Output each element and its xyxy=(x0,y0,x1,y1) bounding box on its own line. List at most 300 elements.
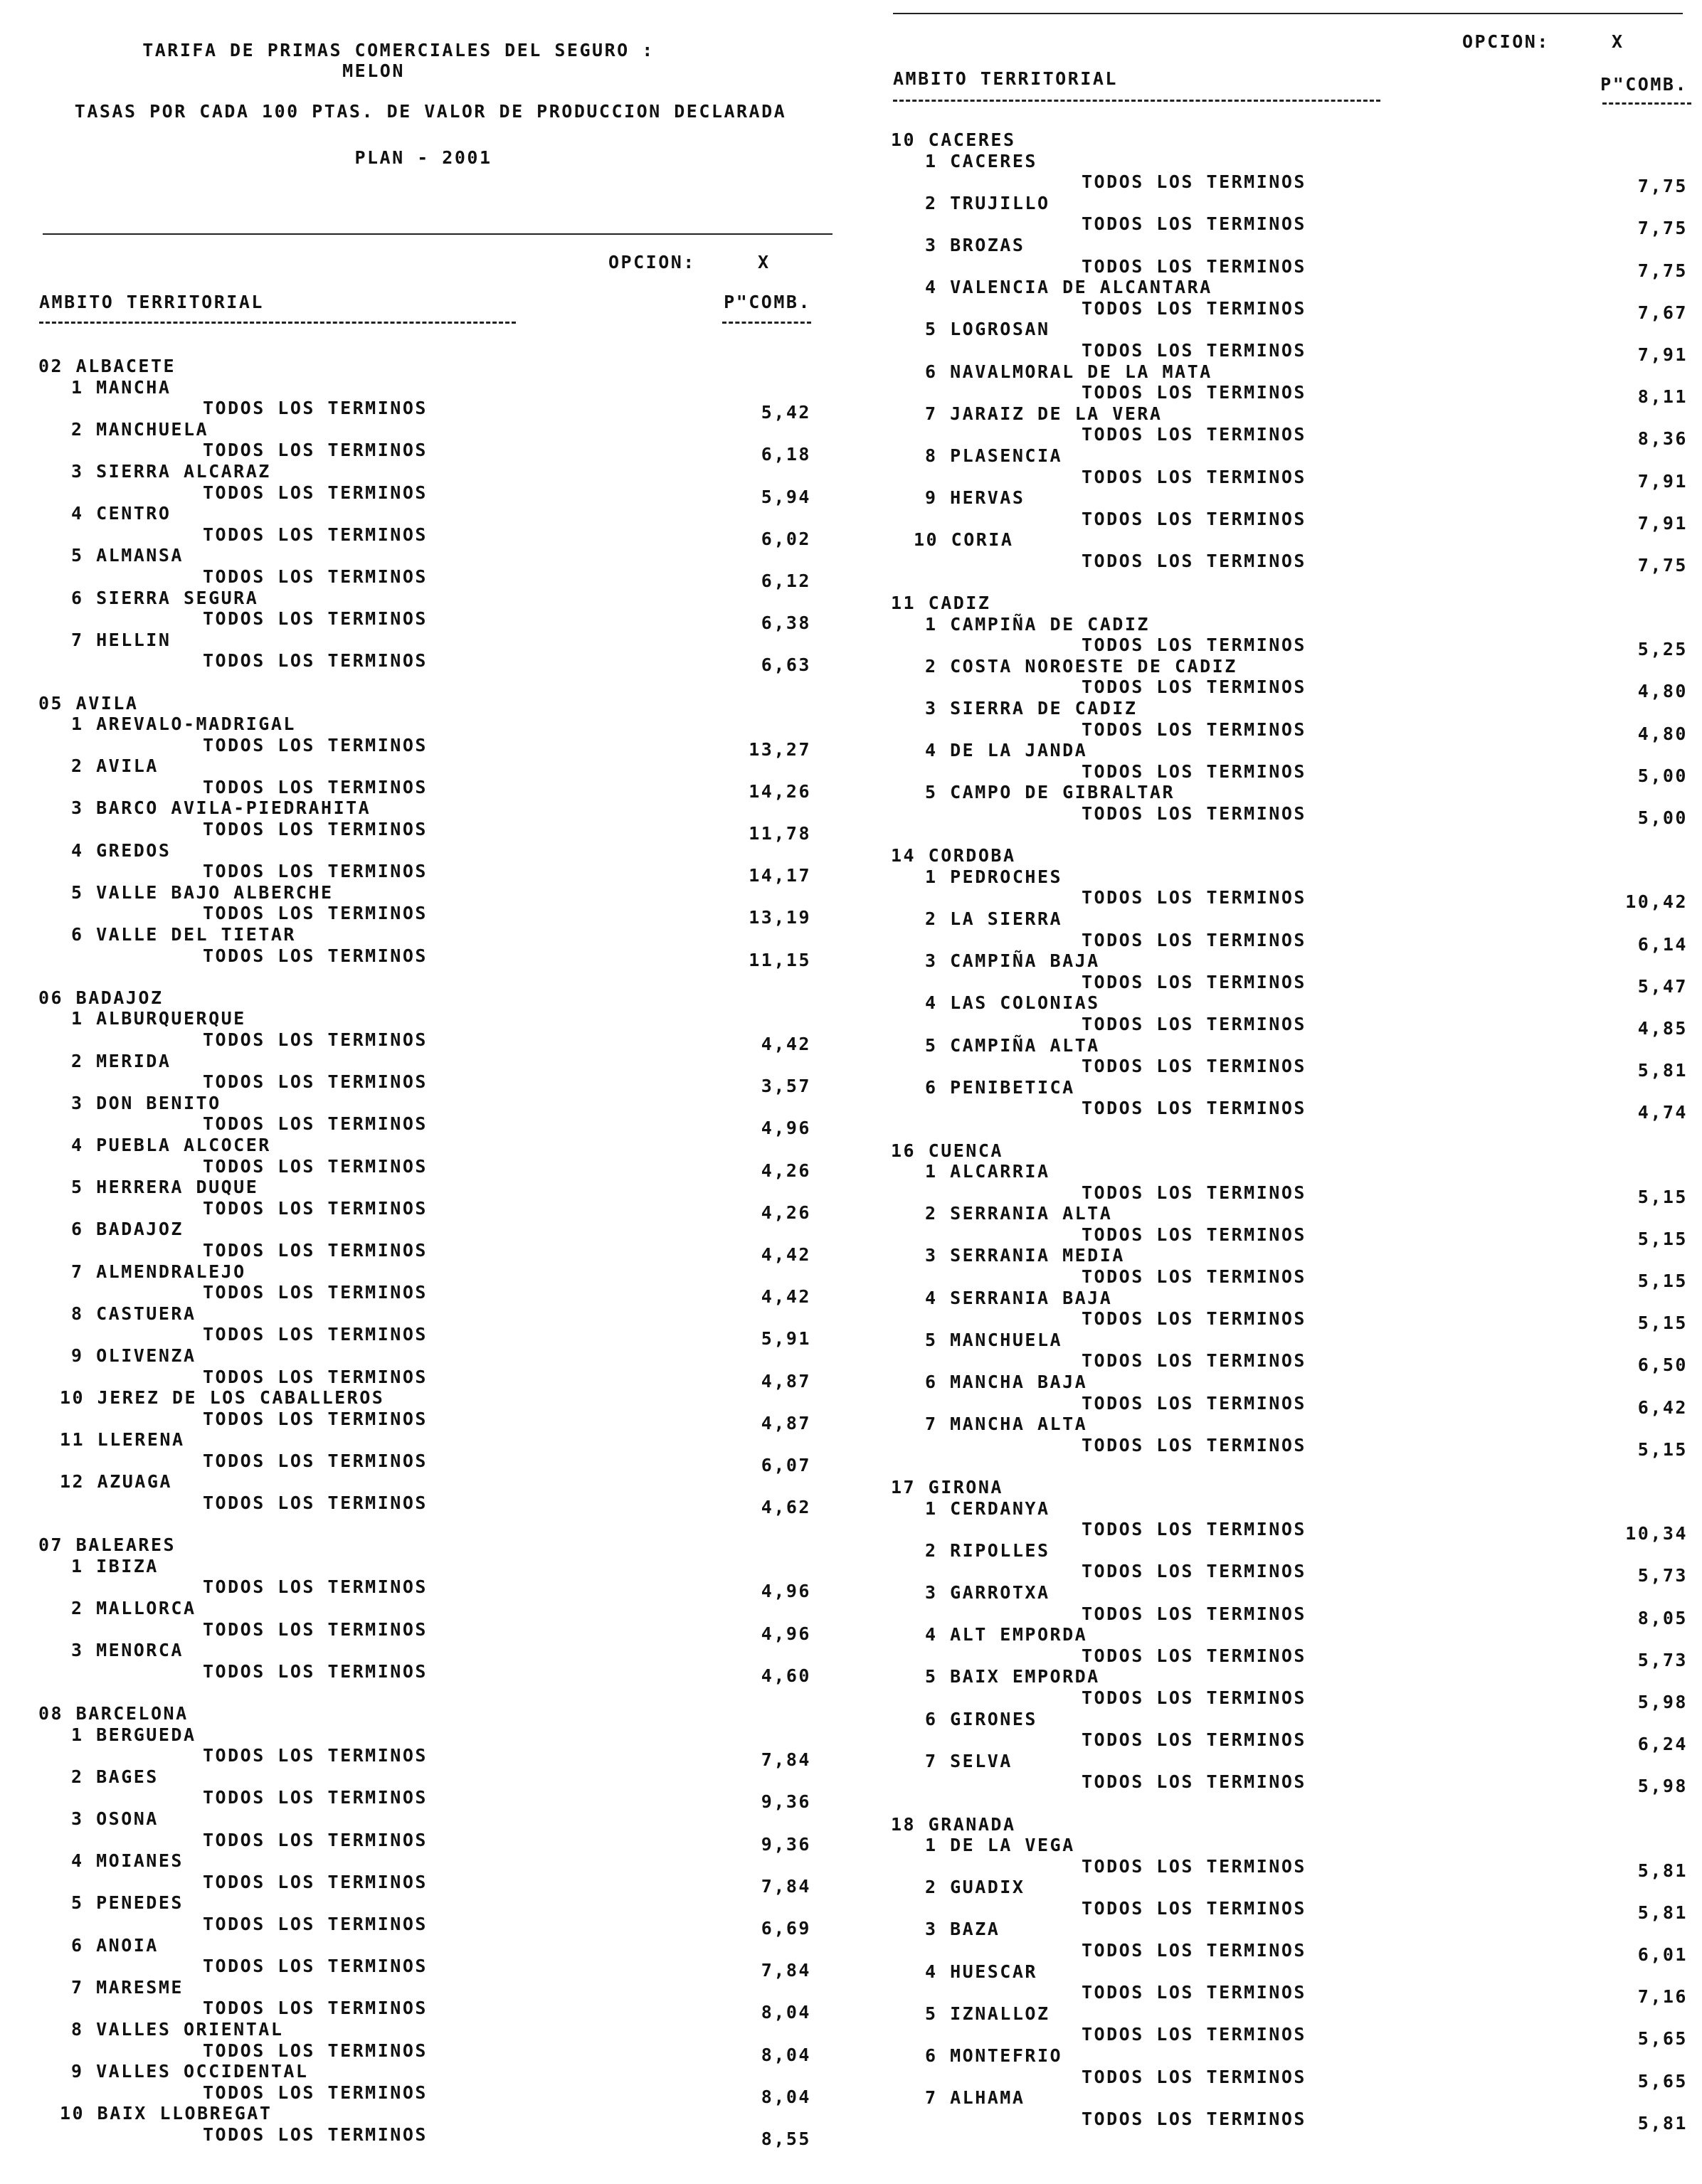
comarca-name: 6 SIERRA SEGURA xyxy=(71,587,259,608)
rate-value: 10,42 xyxy=(1625,891,1688,913)
comarca-row xyxy=(28,1135,847,1156)
rate-value: 4,62 xyxy=(761,1497,811,1518)
comarca-name: 5 ALMANSA xyxy=(71,545,184,566)
comarca-name: 12 AZUAGA xyxy=(60,1471,172,1493)
comarca-name: 6 VALLE DEL TIETAR xyxy=(71,924,296,945)
rate-value: 4,42 xyxy=(761,1244,811,1265)
province-name: 06 BADAJOZ xyxy=(38,987,164,1008)
comarca-row xyxy=(28,630,847,651)
document-title: TARIFA DE PRIMAS COMERCIALES DEL SEGURO : xyxy=(142,40,655,60)
term-label: TODOS LOS TERMINOS xyxy=(203,1282,428,1303)
comarca-row xyxy=(882,1161,1693,1182)
term-label: TODOS LOS TERMINOS xyxy=(1082,382,1306,403)
term-row xyxy=(28,524,847,549)
term-label: TODOS LOS TERMINOS xyxy=(1082,1982,1306,2003)
rate-value: 5,98 xyxy=(1637,1776,1688,1797)
province-spacer xyxy=(28,672,847,693)
ambito-underline xyxy=(39,322,516,324)
term-label: TODOS LOS TERMINOS xyxy=(1082,1519,1306,1540)
rate-value: 6,14 xyxy=(1637,933,1688,955)
comarca-row xyxy=(882,1961,1693,1983)
comarca-row xyxy=(882,908,1693,930)
term-label: TODOS LOS TERMINOS xyxy=(203,1576,428,1598)
comarca-row xyxy=(882,1540,1693,1562)
term-label: TODOS LOS TERMINOS xyxy=(203,945,428,966)
province-spacer xyxy=(882,1456,1693,1477)
comarca-row xyxy=(882,950,1693,972)
term-label: TODOS LOS TERMINOS xyxy=(1082,1434,1306,1456)
comarca-row xyxy=(882,1288,1693,1309)
rate-value: 14,26 xyxy=(749,780,811,802)
rate-value: 4,26 xyxy=(761,1202,811,1223)
term-row xyxy=(882,1013,1693,1039)
term-label: TODOS LOS TERMINOS xyxy=(203,1493,428,1514)
term-row xyxy=(28,734,847,760)
comarca-name: 5 CAMPIÑA ALTA xyxy=(925,1034,1100,1056)
term-label: TODOS LOS TERMINOS xyxy=(1082,1224,1306,1245)
comarca-row xyxy=(882,235,1693,256)
comarca-row xyxy=(28,1724,847,1746)
rate-value: 7,75 xyxy=(1637,554,1688,576)
term-row xyxy=(28,1071,847,1097)
term-row xyxy=(882,1897,1693,1923)
comarca-name: 4 DE LA JANDA xyxy=(925,740,1088,761)
comarca-row xyxy=(882,1035,1693,1056)
rate-value: 13,27 xyxy=(749,738,811,760)
term-label: TODOS LOS TERMINOS xyxy=(203,1197,428,1219)
comarca-name: 6 GIRONES xyxy=(925,1708,1037,1729)
province-spacer xyxy=(28,966,847,987)
term-row xyxy=(882,1182,1693,1207)
comarca-name: 6 BADAJOZ xyxy=(71,1219,184,1240)
term-row xyxy=(28,819,847,844)
comarca-name: 4 VALENCIA DE ALCANTARA xyxy=(925,277,1212,298)
province-name: 05 AVILA xyxy=(38,692,139,714)
comarca-name: 3 SIERRA ALCARAZ xyxy=(71,460,271,482)
term-label: TODOS LOS TERMINOS xyxy=(1082,297,1306,319)
rate-value: 4,26 xyxy=(761,1160,811,1181)
term-label: TODOS LOS TERMINOS xyxy=(203,1450,428,1471)
rate-value: 6,50 xyxy=(1637,1355,1688,1376)
term-label: TODOS LOS TERMINOS xyxy=(1082,1056,1306,1077)
comarca-row xyxy=(882,151,1693,172)
term-label: TODOS LOS TERMINOS xyxy=(203,1787,428,1808)
rate-value: 7,75 xyxy=(1637,260,1688,281)
term-row xyxy=(28,1282,847,1308)
rate-value: 5,98 xyxy=(1637,1691,1688,1712)
term-row xyxy=(28,1324,847,1350)
rate-value: 5,15 xyxy=(1637,1228,1688,1249)
term-label: TODOS LOS TERMINOS xyxy=(1082,1897,1306,1919)
term-label: TODOS LOS TERMINOS xyxy=(203,861,428,882)
comarca-name: 2 RIPOLLES xyxy=(925,1539,1050,1561)
comarca-name: 5 IZNALLOZ xyxy=(925,2003,1050,2024)
comarca-row xyxy=(882,487,1693,509)
term-label: TODOS LOS TERMINOS xyxy=(1082,803,1306,824)
rate-value: 5,65 xyxy=(1637,2070,1688,2092)
comarca-name: 5 CAMPO DE GIBRALTAR xyxy=(925,782,1175,803)
comarca-name: 1 ALBURQUERQUE xyxy=(71,1008,246,1029)
province-name: 02 ALBACETE xyxy=(38,356,176,376)
term-row xyxy=(882,424,1693,450)
term-row xyxy=(882,1603,1693,1628)
province-header xyxy=(28,987,847,1009)
term-row xyxy=(882,1855,1693,1881)
comarca-name: 7 SELVA xyxy=(925,1750,1013,1771)
rate-value: 7,91 xyxy=(1637,470,1688,492)
rate-value: 4,96 xyxy=(761,1118,811,1139)
comarca-name: 11 LLERENA xyxy=(60,1429,185,1451)
comarca-row xyxy=(28,1766,847,1788)
comarca-row xyxy=(28,503,847,524)
rate-value: 8,05 xyxy=(1637,1607,1688,1628)
comarca-row xyxy=(882,614,1693,635)
comarca-name: 3 SERRANIA MEDIA xyxy=(925,1245,1125,1266)
comarca-name: 10 BAIX LLOBREGAT xyxy=(60,2103,273,2124)
comarca-row xyxy=(882,1414,1693,1435)
rate-value: 5,73 xyxy=(1637,1649,1688,1670)
comarca-row xyxy=(28,1429,847,1451)
rate-value: 6,12 xyxy=(761,570,811,591)
term-row xyxy=(882,1519,1693,1544)
comarca-name: 6 MONTEFRIO xyxy=(925,2045,1063,2067)
header-divider xyxy=(43,233,832,235)
comarca-row xyxy=(882,277,1693,298)
province-name: 10 CACERES xyxy=(891,129,1016,150)
rate-value: 4,42 xyxy=(761,1286,811,1308)
comarca-name: 3 DON BENITO xyxy=(71,1092,221,1113)
term-row xyxy=(28,2040,847,2065)
term-label: TODOS LOS TERMINOS xyxy=(1082,1392,1306,1414)
rate-value: 4,60 xyxy=(761,1665,811,1686)
rate-value: 5,94 xyxy=(761,486,811,507)
comarca-name: 8 CASTUERA xyxy=(71,1303,196,1324)
term-row xyxy=(882,1687,1693,1712)
comarca-name: 2 MERIDA xyxy=(71,1050,171,1071)
comarca-name: 3 BAZA xyxy=(925,1919,1000,1940)
term-row xyxy=(882,929,1693,955)
comarca-row xyxy=(28,1051,847,1072)
term-label: TODOS LOS TERMINOS xyxy=(1082,1729,1306,1751)
term-row xyxy=(882,803,1693,828)
province-name: 18 GRANADA xyxy=(891,1813,1016,1835)
comarca-name: 10 JEREZ DE LOS CABALLEROS xyxy=(60,1387,385,1409)
pcomb-label-right: P"COMB. xyxy=(1600,74,1688,95)
term-row xyxy=(882,1098,1693,1123)
province-header xyxy=(28,1534,847,1556)
term-row xyxy=(882,466,1693,492)
rate-value: 6,38 xyxy=(761,613,811,634)
comarca-row xyxy=(882,656,1693,677)
term-row xyxy=(28,1618,847,1644)
comarca-row xyxy=(28,1177,847,1198)
rate-value: 9,36 xyxy=(761,1791,811,1813)
crop-name: MELON xyxy=(342,60,405,81)
comarca-row xyxy=(28,545,847,566)
term-label: TODOS LOS TERMINOS xyxy=(203,1324,428,1345)
comarca-row xyxy=(28,2103,847,2124)
rate-value: 4,80 xyxy=(1637,723,1688,744)
term-row xyxy=(28,1998,847,2023)
comarca-name: 4 MOIANES xyxy=(71,1850,184,1872)
term-row xyxy=(882,2066,1693,2092)
term-label: TODOS LOS TERMINOS xyxy=(203,1745,428,1766)
comarca-row xyxy=(882,698,1693,719)
comarca-row xyxy=(28,1261,847,1283)
term-row xyxy=(882,550,1693,576)
comarca-row xyxy=(882,361,1693,383)
term-row xyxy=(28,482,847,507)
term-label: TODOS LOS TERMINOS xyxy=(203,903,428,924)
term-row xyxy=(28,1408,847,1433)
term-row xyxy=(28,903,847,928)
term-label: TODOS LOS TERMINOS xyxy=(203,1956,428,1977)
comarca-name: 5 MANCHUELA xyxy=(925,1329,1063,1350)
term-row xyxy=(882,508,1693,534)
rate-value: 9,36 xyxy=(761,1833,811,1855)
rate-value: 8,04 xyxy=(761,2044,811,2065)
comarca-row xyxy=(28,1892,847,1914)
term-label: TODOS LOS TERMINOS xyxy=(203,608,428,630)
comarca-row xyxy=(882,1877,1693,1898)
province-spacer xyxy=(882,1793,1693,1814)
province-header xyxy=(882,593,1693,614)
comarca-row xyxy=(882,866,1693,888)
comarca-name: 3 OSONA xyxy=(71,1808,159,1829)
term-label: TODOS LOS TERMINOS xyxy=(1082,1603,1306,1624)
comarca-name: 3 CAMPIÑA BAJA xyxy=(925,950,1100,972)
term-label: TODOS LOS TERMINOS xyxy=(203,1998,428,2019)
comarca-name: 1 PEDROCHES xyxy=(925,866,1063,887)
comarca-name: 6 ANOIA xyxy=(71,1934,159,1956)
comarca-row xyxy=(882,1582,1693,1603)
comarca-row xyxy=(882,1666,1693,1687)
term-row xyxy=(882,1645,1693,1670)
term-row xyxy=(882,1729,1693,1755)
rate-value: 13,19 xyxy=(749,907,811,928)
comarca-row xyxy=(28,1556,847,1577)
term-label: TODOS LOS TERMINOS xyxy=(203,2082,428,2103)
term-row xyxy=(28,945,847,970)
term-row xyxy=(882,213,1693,239)
term-row xyxy=(28,1197,847,1223)
comarca-row xyxy=(28,924,847,945)
term-row xyxy=(882,1940,1693,1966)
term-label: TODOS LOS TERMINOS xyxy=(1082,1855,1306,1877)
term-row xyxy=(882,1392,1693,1418)
province-name: 17 GIRONA xyxy=(891,1477,1003,1497)
term-row xyxy=(882,1982,1693,2008)
rate-value: 7,91 xyxy=(1637,512,1688,534)
rate-value: 5,15 xyxy=(1637,1313,1688,1334)
comarca-name: 4 CENTRO xyxy=(71,503,171,524)
comarca-name: 4 PUEBLA ALCOCER xyxy=(71,1134,271,1155)
comarca-row xyxy=(28,2061,847,2082)
comarca-row xyxy=(882,1624,1693,1645)
comarca-name: 9 HERVAS xyxy=(925,487,1025,509)
term-label: TODOS LOS TERMINOS xyxy=(1082,1645,1306,1666)
term-row xyxy=(28,608,847,634)
term-row xyxy=(882,255,1693,281)
province-name: 11 CADIZ xyxy=(891,593,991,614)
term-row xyxy=(28,1239,847,1265)
comarca-row xyxy=(28,1850,847,1872)
term-label: TODOS LOS TERMINOS xyxy=(1082,1771,1306,1793)
comarca-name: 4 ALT EMPORDA xyxy=(925,1624,1088,1645)
rate-value: 8,55 xyxy=(761,2128,811,2149)
rate-value: 5,47 xyxy=(1637,975,1688,997)
term-row xyxy=(882,1434,1693,1460)
comarca-name: 3 BROZAS xyxy=(925,234,1025,255)
comarca-name: 7 MARESME xyxy=(71,1976,184,1998)
rate-value: 11,15 xyxy=(749,949,811,970)
term-label: TODOS LOS TERMINOS xyxy=(203,524,428,545)
pcomb-label: P"COMB. xyxy=(724,292,811,312)
comarca-row xyxy=(882,2087,1693,2109)
comarca-name: 2 COSTA NOROESTE DE CADIZ xyxy=(925,655,1237,677)
comarca-name: 1 IBIZA xyxy=(71,1555,159,1576)
term-row xyxy=(882,2108,1693,2133)
comarca-name: 4 LAS COLONIAS xyxy=(925,992,1100,1014)
term-row xyxy=(28,1956,847,1981)
comarca-name: 9 OLIVENZA xyxy=(71,1345,196,1366)
rate-value: 7,84 xyxy=(761,1875,811,1897)
rate-value: 4,85 xyxy=(1637,1017,1688,1039)
term-label: TODOS LOS TERMINOS xyxy=(1082,213,1306,235)
left-rates-list xyxy=(28,356,847,2149)
comarca-row xyxy=(28,1808,847,1830)
comarca-name: 5 BAIX EMPORDA xyxy=(925,1666,1100,1687)
comarca-row xyxy=(28,1977,847,1998)
term-row xyxy=(28,1913,847,1939)
comarca-name: 1 BERGUEDA xyxy=(71,1724,196,1745)
rate-value: 5,00 xyxy=(1637,765,1688,786)
rate-value: 5,00 xyxy=(1637,807,1688,828)
comarca-row xyxy=(882,1919,1693,1940)
comarca-name: 5 PENEDES xyxy=(71,1892,184,1914)
comarca-row xyxy=(28,1008,847,1029)
term-label: TODOS LOS TERMINOS xyxy=(203,1071,428,1093)
term-label: TODOS LOS TERMINOS xyxy=(1082,171,1306,193)
term-label: TODOS LOS TERMINOS xyxy=(1082,887,1306,908)
term-label: TODOS LOS TERMINOS xyxy=(203,776,428,797)
comarca-name: 1 DE LA VEGA xyxy=(925,1835,1075,1856)
opcion-label: OPCION: xyxy=(608,252,696,272)
comarca-row xyxy=(28,1387,847,1409)
term-row xyxy=(882,1266,1693,1292)
rate-value: 6,01 xyxy=(1637,1944,1688,1966)
right-rates-list xyxy=(882,129,1693,2133)
comarca-name: 7 JARAIZ DE LA VERA xyxy=(925,403,1163,424)
term-label: TODOS LOS TERMINOS xyxy=(1082,1013,1306,1034)
comarca-name: 3 SIERRA DE CADIZ xyxy=(925,698,1138,719)
comarca-name: 7 MANCHA ALTA xyxy=(925,1414,1088,1435)
term-label: TODOS LOS TERMINOS xyxy=(203,482,428,503)
province-name: 07 BALEARES xyxy=(38,1534,176,1556)
rate-value: 5,73 xyxy=(1637,1565,1688,1586)
term-row xyxy=(882,297,1693,323)
comarca-name: 2 GUADIX xyxy=(925,1877,1025,1898)
province-spacer xyxy=(882,1119,1693,1140)
comarca-name: 2 BAGES xyxy=(71,1766,159,1787)
rate-value: 7,75 xyxy=(1637,218,1688,239)
province-header xyxy=(882,1477,1693,1498)
term-label: TODOS LOS TERMINOS xyxy=(1082,1182,1306,1203)
comarca-row xyxy=(28,1345,847,1367)
term-label: TODOS LOS TERMINOS xyxy=(1082,1561,1306,1582)
comarca-row xyxy=(882,445,1693,467)
comarca-row xyxy=(28,714,847,735)
rate-value: 5,81 xyxy=(1637,1060,1688,1081)
term-row xyxy=(28,1787,847,1813)
comarca-name: 7 ALHAMA xyxy=(925,2087,1025,2109)
term-row xyxy=(882,887,1693,913)
comarca-row xyxy=(28,1935,847,1956)
rate-value: 14,17 xyxy=(749,865,811,886)
comarca-name: 2 LA SIERRA xyxy=(925,908,1063,929)
term-row xyxy=(28,776,847,802)
term-row xyxy=(28,1576,847,1602)
term-label: TODOS LOS TERMINOS xyxy=(1082,1308,1306,1330)
term-label: TODOS LOS TERMINOS xyxy=(203,1239,428,1261)
term-label: TODOS LOS TERMINOS xyxy=(1082,255,1306,277)
term-row xyxy=(882,2024,1693,2050)
rate-value: 4,74 xyxy=(1637,1102,1688,1123)
term-label: TODOS LOS TERMINOS xyxy=(1082,929,1306,950)
province-spacer xyxy=(28,1514,847,1535)
province-name: 16 CUENCA xyxy=(891,1140,1003,1161)
comarca-row xyxy=(882,403,1693,425)
term-label: TODOS LOS TERMINOS xyxy=(203,1660,428,1682)
term-row xyxy=(882,635,1693,660)
comarca-row xyxy=(882,319,1693,340)
province-header xyxy=(28,356,847,377)
comarca-row xyxy=(28,1219,847,1240)
term-row xyxy=(882,760,1693,786)
province-spacer xyxy=(882,825,1693,846)
comarca-row xyxy=(28,588,847,609)
term-row xyxy=(28,566,847,591)
term-label: TODOS LOS TERMINOS xyxy=(203,1408,428,1429)
comarca-name: 3 BARCO AVILA-PIEDRAHITA xyxy=(71,797,371,819)
comarca-row xyxy=(882,1751,1693,1772)
term-row xyxy=(882,1561,1693,1586)
province-header xyxy=(28,693,847,714)
comarca-name: 6 MANCHA BAJA xyxy=(925,1372,1088,1393)
term-label: TODOS LOS TERMINOS xyxy=(203,1029,428,1050)
comarca-name: 4 HUESCAR xyxy=(925,1961,1037,1982)
rate-value: 6,63 xyxy=(761,654,811,676)
term-label: TODOS LOS TERMINOS xyxy=(203,650,428,672)
rate-value: 5,15 xyxy=(1637,1186,1688,1207)
comarca-name: 3 GARROTXA xyxy=(925,1581,1050,1603)
comarca-row xyxy=(882,740,1693,761)
comarca-name: 1 MANCHA xyxy=(71,376,171,398)
term-label: TODOS LOS TERMINOS xyxy=(203,734,428,756)
document-subtitle: TASAS POR CADA 100 PTAS. DE VALOR DE PRODUCCION DECLARADA xyxy=(74,101,787,122)
rate-value: 6,69 xyxy=(761,1917,811,1939)
comarca-name: 5 VALLE BAJO ALBERCHE xyxy=(71,881,334,903)
comarca-row xyxy=(882,1245,1693,1266)
term-row xyxy=(882,339,1693,365)
rate-value: 6,42 xyxy=(1637,1396,1688,1418)
term-label: TODOS LOS TERMINOS xyxy=(203,440,428,461)
term-label: TODOS LOS TERMINOS xyxy=(203,1913,428,1934)
comarca-row xyxy=(882,529,1693,551)
term-label: TODOS LOS TERMINOS xyxy=(1082,339,1306,361)
comarca-row xyxy=(882,2045,1693,2067)
rate-value: 5,81 xyxy=(1637,1860,1688,1881)
